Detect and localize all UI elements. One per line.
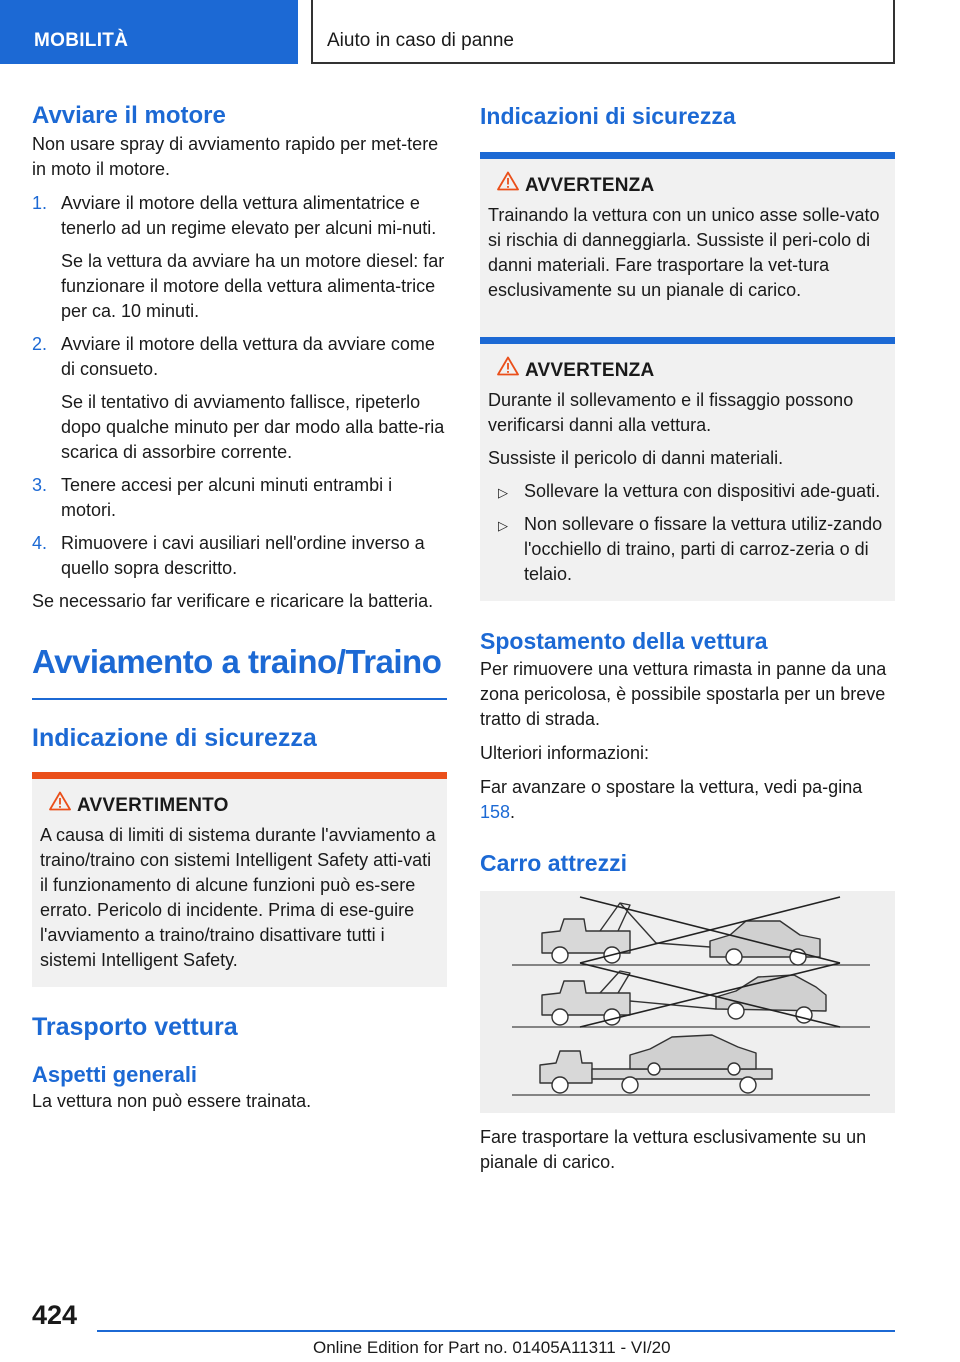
footer-rule	[97, 1330, 895, 1332]
warning-bullets	[488, 479, 887, 587]
heading-towing: Avviamento a traino/Traino	[32, 643, 442, 680]
heading-safety-notes: Indicazioni di sicurezza	[480, 103, 736, 129]
triangle-bullet-icon: ▷	[498, 485, 508, 500]
warning-label: AVVERTIMENTO	[77, 795, 229, 816]
list-item	[496, 479, 887, 504]
warning-text: Durante il sollevamento e il fissaggio possono verificarsi danni alla vettura.	[488, 390, 854, 435]
step-text: Se la vettura da avviare ha un motore diesel: far funzionare il motore della vettura alimenta-trice per ca. 10 minuti.	[61, 251, 445, 321]
page-number: 424	[32, 1300, 78, 1330]
warning-label: AVVERTENZA	[525, 175, 655, 196]
page-link[interactable]: 158	[480, 802, 511, 822]
list-item-text: Non sollevare o fissare la vettura utiliz-zando l'occhiello di traino, parti di carroz-zeria o di telaio.	[524, 514, 883, 584]
section-title: MOBILITÀ	[34, 30, 129, 51]
left-column	[32, 100, 447, 1123]
heading-safety-note: Indicazione di sicurezza	[32, 724, 317, 752]
warning-triangle-icon	[497, 356, 519, 376]
list-item	[496, 512, 887, 587]
warning-box-towing	[32, 772, 447, 987]
step-text: Avviare il motore della vettura alimentatrice e tenerlo ad un regime elevato per alcuni mi-nuti.	[61, 193, 437, 238]
warning-triangle-icon	[49, 791, 71, 811]
warning-spacer	[488, 311, 887, 323]
warning-box-lifting	[480, 337, 895, 601]
heading-start-engine: Avviare il motore	[32, 102, 226, 129]
footer-edition: Online Edition for Part no. 01405A11311 - VI/20	[313, 1338, 671, 1357]
step-number: 1.	[32, 193, 48, 213]
towing-methods-diagram	[480, 891, 895, 1113]
warning-header	[488, 344, 887, 388]
step-number: 2.	[32, 334, 48, 354]
step-item	[32, 332, 447, 465]
heading-moving: Spostamento della vettura	[480, 628, 768, 654]
tow-truck-caption: Fare trasportare la vettura esclusivamente su un pianale di carico.	[480, 1127, 867, 1172]
heading-transport: Trasporto vettura	[32, 1013, 238, 1041]
step-text: Rimuovere i cavi ausiliari nell'ordine inverso a quello sopra descritto.	[61, 533, 425, 578]
warning-header	[488, 159, 887, 203]
warning-box-one-axle	[480, 152, 895, 337]
start-engine-intro: Non usare spray di avviamento rapido per met-tere in moto il motore.	[32, 134, 439, 179]
moving-ref-prefix: Far avanzare o spostare la vettura, vedi pa-gina	[480, 777, 863, 797]
tow-truck-illustration	[480, 891, 895, 1113]
list-item-text: Sollevare la vettura con dispositivi ade-guati.	[524, 481, 881, 501]
heading-general: Aspetti generali	[32, 1062, 198, 1087]
step-number: 4.	[32, 533, 48, 553]
heading-rule	[32, 698, 447, 700]
warning-triangle-icon	[497, 171, 519, 191]
moving-text: Ulteriori informazioni:	[480, 743, 650, 763]
start-engine-outro: Se necessario far verificare e ricaricare la batteria.	[32, 591, 434, 611]
general-text: La vettura non può essere trainata.	[32, 1091, 312, 1111]
step-item	[32, 531, 447, 581]
moving-text-ref	[480, 775, 895, 825]
triangle-bullet-icon: ▷	[498, 518, 508, 533]
moving-text: Per rimuovere una vettura rimasta in panne da una zona pericolosa, è possibile spostarla per un breve tratto di strada.	[480, 659, 887, 729]
step-number: 3.	[32, 475, 48, 495]
warning-text: Sussiste il pericolo di danni materiali.	[488, 448, 784, 468]
warning-header	[40, 779, 439, 823]
moving-ref-suffix: .	[510, 802, 516, 822]
chapter-tab[interactable]	[311, 0, 895, 64]
start-engine-steps	[32, 191, 447, 581]
step-item	[32, 191, 447, 324]
page-header	[0, 0, 960, 66]
section-tab[interactable]	[0, 0, 298, 64]
warning-text: Trainando la vettura con un unico asse solle-vato si rischia di danneggiarla. Sussiste il peri-colo di danni materiali. Fare trasportare la vet-tura esclusivamente su un pianale di carico.	[488, 205, 880, 300]
chapter-title: Aiuto in caso di panne	[327, 30, 514, 51]
right-column	[480, 100, 895, 1184]
step-text: Avviare il motore della vettura da avviare come di consueto.	[61, 334, 435, 379]
step-item	[32, 473, 447, 523]
step-text: Tenere accesi per alcuni minuti entrambi i motori.	[61, 475, 393, 520]
step-text: Se il tentativo di avviamento fallisce, ripeterlo dopo qualche minuto per dar modo alla batte-ria scarica di assorbire corrente.	[61, 392, 445, 462]
heading-tow-truck: Carro attrezzi	[480, 850, 627, 876]
warning-text: A causa di limiti di sistema durante l'avviamento a traino/traino con sistemi Intelligent Safety atti-vati il funzionamento di alcune funzioni può es-sere errato. Pericolo di incidente. Prima di ese-guire l'avviamento a traino/traino disattivare tutti i sistemi Intelligent Safety.	[40, 825, 436, 970]
warning-label: AVVERTENZA	[525, 360, 655, 381]
